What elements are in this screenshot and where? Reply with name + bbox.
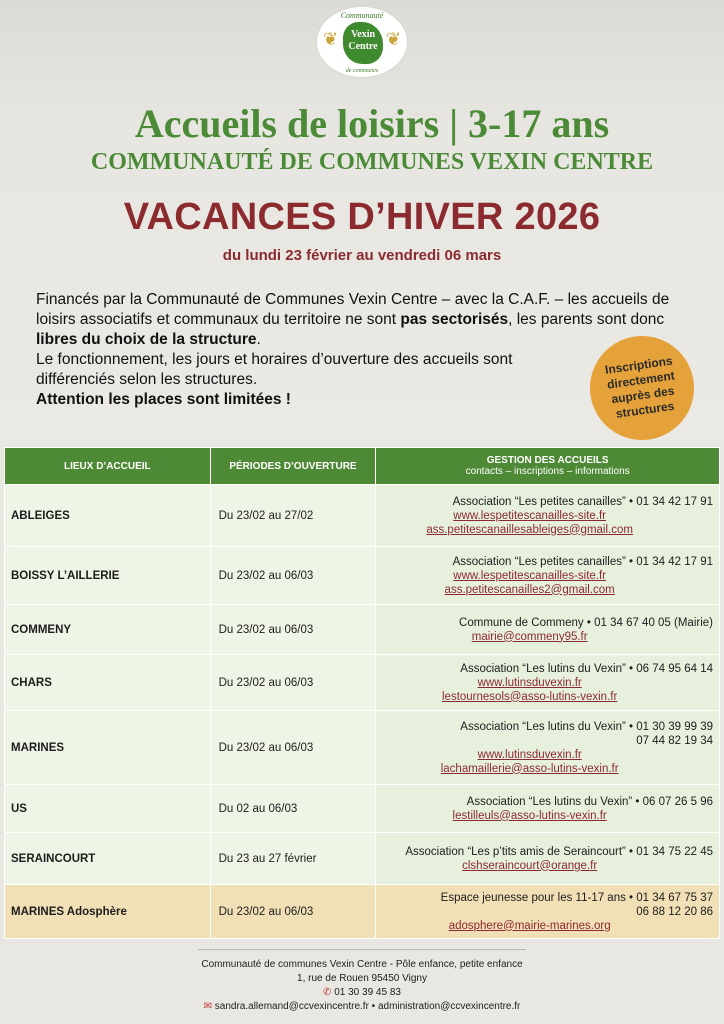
email-link[interactable]: lachamaillerie@asso-lutins-vexin.fr: [440, 762, 619, 775]
footer-phone-line: [0, 986, 724, 1000]
logo-bottom-text: de communes: [345, 68, 379, 74]
intro-text: [36, 290, 676, 410]
intro-p1-c: .: [256, 331, 261, 348]
lieu-cell: US: [5, 785, 211, 833]
periode-cell: Du 23/02 au 06/03: [210, 885, 376, 939]
lieu-cell: SERAINCOURT: [5, 833, 211, 885]
gestion-cell: [376, 655, 720, 711]
wheat-left-icon: ❦: [323, 29, 339, 49]
logo-name-line2: Centre: [348, 41, 378, 52]
gestion-cell: [376, 547, 720, 605]
contact-line: Association “Les lutins du Vexin” • 06 07 26 5 96: [466, 795, 713, 808]
contact-line: Association “Les petites canailles” • 01 34 42 17 91: [452, 555, 713, 568]
periode-cell: Du 23/02 au 27/02: [210, 485, 376, 547]
inscriptions-badge-text: Inscriptions directement auprès des structures: [604, 353, 676, 421]
intro-paragraph-2: Le fonctionnement, les jours et horaires d’ouverture des accueils sont différenciés selon les structures.: [36, 351, 513, 388]
table-row: [5, 833, 720, 885]
phone-icon: ✆: [323, 987, 332, 998]
footer-phone: 01 30 39 45 83: [334, 987, 401, 998]
lieu-cell: BOISSY L’AILLERIE: [5, 547, 211, 605]
table-header-row: [5, 448, 720, 485]
contact-line: Association “Les p’tits amis de Seraincourt” • 01 34 75 22 45: [405, 845, 713, 858]
gestion-cell: [376, 711, 720, 785]
website-link[interactable]: www.lespetitescanailles-site.fr: [453, 509, 607, 522]
logo-badge: [343, 22, 383, 64]
contact-line-2: 07 44 82 19 34: [636, 734, 713, 747]
website-link[interactable]: www.lespetitescanailles-site.fr: [453, 569, 607, 582]
lieu-cell: MARINES: [5, 711, 211, 785]
col-header-periodes: PÉRIODES D’OUVERTURE: [210, 448, 376, 485]
footer-email-line: [0, 1000, 724, 1014]
wheat-right-icon: ❦: [385, 29, 401, 49]
contact-line: Association “Les lutins du Vexin” • 01 30 39 99 39: [460, 720, 713, 733]
gestion-cell: [376, 605, 720, 655]
intro-p1-a: Financés par la Communauté de Communes Vexin Centre – avec la C.A.F. – les accueils de loisirs associatifs et communaux du territoire ne sont: [36, 291, 670, 328]
periode-cell: Du 23 au 27 février: [210, 833, 376, 885]
gestion-cell: [376, 833, 720, 885]
intro-p1-bold1: pas sectorisés: [400, 311, 509, 328]
lieu-cell: COMMENY: [5, 605, 211, 655]
website-link[interactable]: www.lutinsduvexin.fr: [477, 676, 582, 689]
footer-emails[interactable]: sandra.allemand@ccvexincentre.fr • administration@ccvexincentre.fr: [214, 1001, 521, 1012]
periode-cell: Du 23/02 au 06/03: [210, 547, 376, 605]
email-link[interactable]: lestilleuls@asso-lutins-vexin.fr: [452, 809, 607, 822]
gestion-cell: [376, 885, 720, 939]
website-link[interactable]: www.lutinsduvexin.fr: [477, 748, 582, 761]
email-link[interactable]: lestournesols@asso-lutins-vexin.fr: [442, 690, 618, 703]
email-link[interactable]: clshseraincourt@orange.fr: [462, 859, 598, 872]
col-header-gestion-sub: contacts – inscriptions – informations: [465, 466, 630, 477]
table-row: [5, 655, 720, 711]
logo-name-line1: Vexin: [350, 29, 376, 40]
logo-top-text: Communauté: [340, 11, 384, 20]
table-row: [5, 485, 720, 547]
page-subtitle: COMMUNAUTÉ DE COMMUNES VEXIN CENTRE: [90, 149, 654, 175]
table-row: [5, 605, 720, 655]
page-title: Accueils de loisirs | 3-17 ans: [134, 101, 610, 146]
lieu-cell: MARINES Adosphère: [5, 885, 211, 939]
lieu-cell: CHARS: [5, 655, 211, 711]
mail-icon: ✉: [203, 1001, 212, 1012]
intro-warning: [36, 390, 676, 410]
col-header-gestion: [376, 448, 720, 485]
contact-line: Association “Les petites canailles” • 01 34 42 17 91: [452, 495, 713, 508]
accueils-table: [4, 447, 720, 939]
col-header-gestion-title: GESTION DES ACCUEILS: [486, 455, 609, 466]
email-link[interactable]: adosphere@mairie-marines.org: [448, 919, 611, 932]
season-title: VACANCES D’HIVER 2026: [123, 196, 601, 238]
email-link[interactable]: ass.petitescanailles2@gmail.com: [444, 583, 615, 596]
table-row: [5, 711, 720, 785]
footer: [0, 958, 724, 1014]
periode-cell: Du 23/02 au 06/03: [210, 605, 376, 655]
contact-line-2: 06 88 12 20 86: [636, 905, 713, 918]
intro-p1-b: , les parents sont donc: [508, 311, 665, 328]
table-row: [5, 885, 720, 939]
periode-cell: Du 23/02 au 06/03: [210, 655, 376, 711]
footer-org: Communauté de communes Vexin Centre - Pôle enfance, petite enfance: [201, 959, 523, 970]
intro-paragraph-1: [36, 290, 676, 350]
gestion-cell: [376, 785, 720, 833]
contact-line: Espace jeunesse pour les 11-17 ans • 01 34 67 75 37: [440, 891, 713, 904]
table-row: [5, 547, 720, 605]
footer-address: 1, rue de Rouen 95450 Vigny: [297, 973, 427, 984]
intro-p1-bold2: libres du choix de la structure: [36, 331, 257, 348]
periode-cell: Du 02 au 06/03: [210, 785, 376, 833]
footer-divider: [198, 949, 526, 950]
season-dates: du lundi 23 février au vendredi 06 mars: [222, 247, 502, 264]
email-link[interactable]: mairie@commeny95.fr: [471, 630, 588, 643]
periode-cell: Du 23/02 au 06/03: [210, 711, 376, 785]
intro-warning-text: Attention les places sont limitées !: [36, 391, 291, 408]
table-row: [5, 785, 720, 833]
vexin-centre-logo: [316, 6, 408, 78]
contact-line: Association “Les lutins du Vexin” • 06 74 95 64 14: [460, 662, 713, 675]
contact-line: Commune de Commeny • 01 34 67 40 05 (Mairie): [459, 616, 713, 629]
email-link[interactable]: ass.petitescanaillesableiges@gmail.com: [426, 523, 633, 536]
gestion-cell: [376, 485, 720, 547]
lieu-cell: ABLEIGES: [5, 485, 211, 547]
col-header-lieux: LIEUX D’ACCUEIL: [5, 448, 211, 485]
